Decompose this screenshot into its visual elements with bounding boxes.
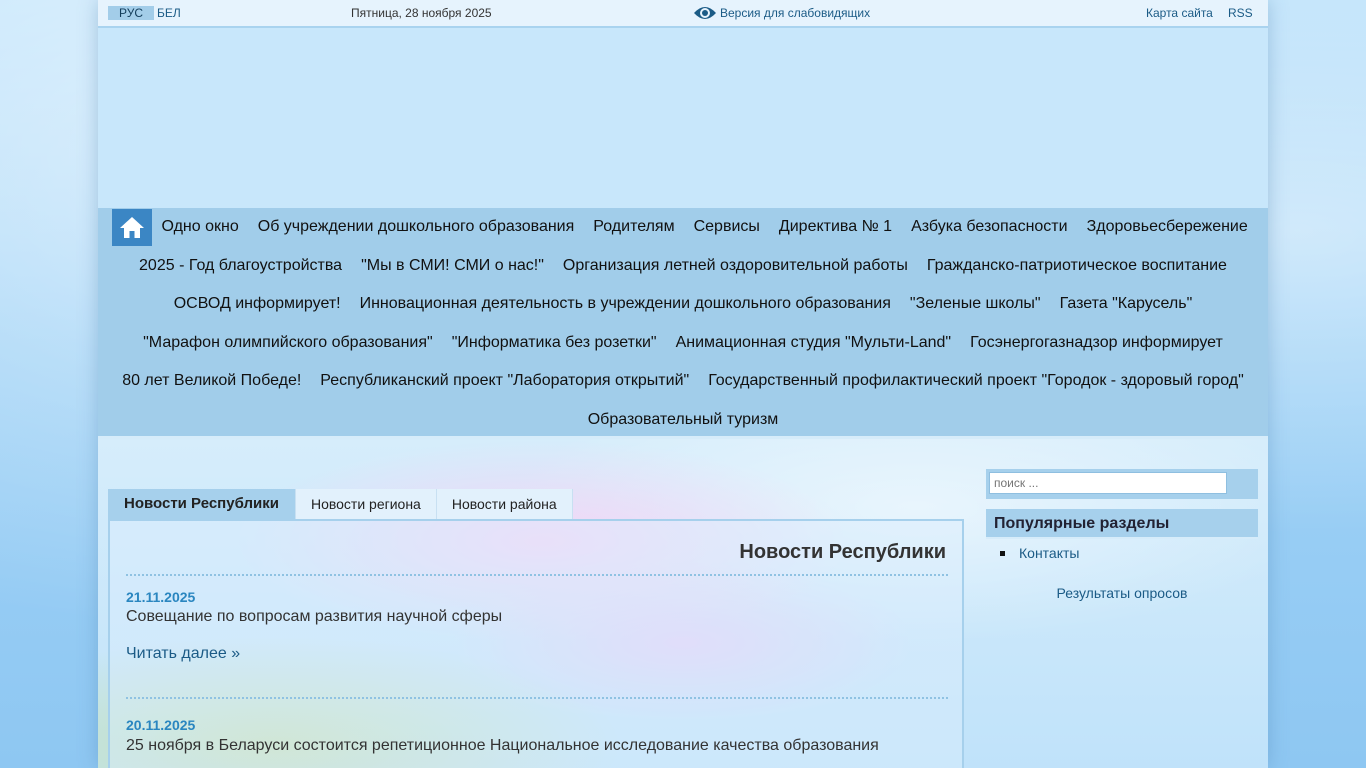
nav-item[interactable]: "Мы в СМИ! СМИ о нас!" — [361, 256, 544, 274]
nav-item[interactable]: Госэнергогазнадзор информирует — [970, 333, 1223, 351]
lang-be-link[interactable]: БЕЛ — [157, 6, 181, 20]
news-date: 21.11.2025 — [126, 589, 196, 605]
nav-row — [98, 401, 1268, 440]
nav-row — [98, 324, 1268, 363]
nav-item[interactable]: 80 лет Великой Победе! — [122, 372, 302, 390]
nav-item[interactable]: Газета "Карусель" — [1059, 295, 1193, 313]
news-date: 20.11.2025 — [126, 717, 196, 733]
home-button[interactable] — [112, 209, 152, 246]
rss-link[interactable]: RSS — [1228, 6, 1253, 20]
news-tabs — [108, 489, 573, 519]
nav-item[interactable]: "Зеленые школы" — [909, 295, 1041, 313]
news-headline-link[interactable]: 25 ноября в Беларуси состоится репетиционное Национальное исследование качества образования — [126, 737, 879, 754]
divider — [126, 697, 948, 699]
top-bar — [98, 0, 1268, 28]
current-date: Пятница, 28 ноября 2025 — [351, 6, 492, 20]
nav-item[interactable]: Государственный профилактический проект "Городок - здоровый город" — [708, 372, 1244, 390]
nav-item[interactable]: Инновационная деятельность в учреждении дошкольного образования — [359, 295, 891, 313]
nav-item[interactable]: "Марафон олимпийского образования" — [143, 333, 433, 351]
nav-item[interactable]: Образовательный туризм — [587, 410, 779, 428]
nav-row — [98, 362, 1268, 401]
nav-item[interactable]: Сервисы — [693, 218, 760, 236]
low-vision-link[interactable] — [693, 3, 870, 23]
search-input[interactable] — [989, 472, 1227, 494]
home-icon — [119, 215, 145, 239]
tab-region-news[interactable]: Новости региона — [296, 489, 437, 519]
main-nav — [98, 208, 1268, 439]
eye-icon — [693, 4, 717, 22]
search-box — [986, 469, 1258, 499]
nav-item[interactable]: Родителям — [593, 218, 675, 236]
nav-item[interactable]: Директива № 1 — [778, 218, 893, 236]
nav-item[interactable]: Анимационная студия "Мульти-Land" — [675, 333, 952, 351]
news-panel — [108, 519, 964, 768]
nav-item[interactable]: Азбука безопасности — [911, 218, 1068, 236]
nav-item[interactable]: Республиканский проект "Лаборатория открытий" — [320, 372, 690, 390]
list-item — [1000, 545, 1079, 561]
content-area — [98, 439, 1268, 768]
nav-item[interactable]: Организация летней оздоровительной работы — [562, 256, 908, 274]
sitemap-link[interactable]: Карта сайта — [1146, 6, 1213, 20]
low-vision-label: Версия для слабовидящих — [720, 6, 871, 20]
bullet-icon — [1000, 551, 1005, 556]
page — [98, 0, 1268, 768]
tab-republic-news[interactable]: Новости Республики — [108, 489, 296, 519]
nav-item[interactable]: Об учреждении дошкольного образования — [257, 218, 575, 236]
popular-sections-title: Популярные разделы — [986, 509, 1258, 539]
nav-item[interactable]: ОСВОД информирует! — [173, 295, 341, 313]
divider — [126, 574, 948, 576]
nav-row — [98, 285, 1268, 324]
tab-district-news[interactable]: Новости района — [437, 489, 573, 519]
nav-item[interactable]: Одно окно — [161, 218, 239, 236]
nav-item[interactable]: Здоровьесбережение — [1086, 218, 1248, 236]
nav-item[interactable]: 2025 - Год благоустройства — [139, 256, 343, 274]
news-panel-title: Новости Республики — [739, 541, 946, 563]
nav-row — [98, 247, 1268, 286]
lang-ru-link[interactable]: РУС — [108, 6, 154, 20]
contacts-link[interactable]: Контакты — [1019, 545, 1080, 561]
nav-item[interactable]: Гражданско-патриотическое воспитание — [926, 256, 1227, 274]
news-headline-link[interactable]: Совещание по вопросам развития научной сферы — [126, 608, 503, 625]
poll-results-link[interactable]: Результаты опросов — [1056, 585, 1188, 601]
header-banner — [98, 28, 1268, 208]
nav-item[interactable]: "Информатика без розетки" — [451, 333, 657, 351]
nav-row — [98, 208, 1268, 247]
read-more-link[interactable]: Читать далее » — [126, 645, 241, 662]
